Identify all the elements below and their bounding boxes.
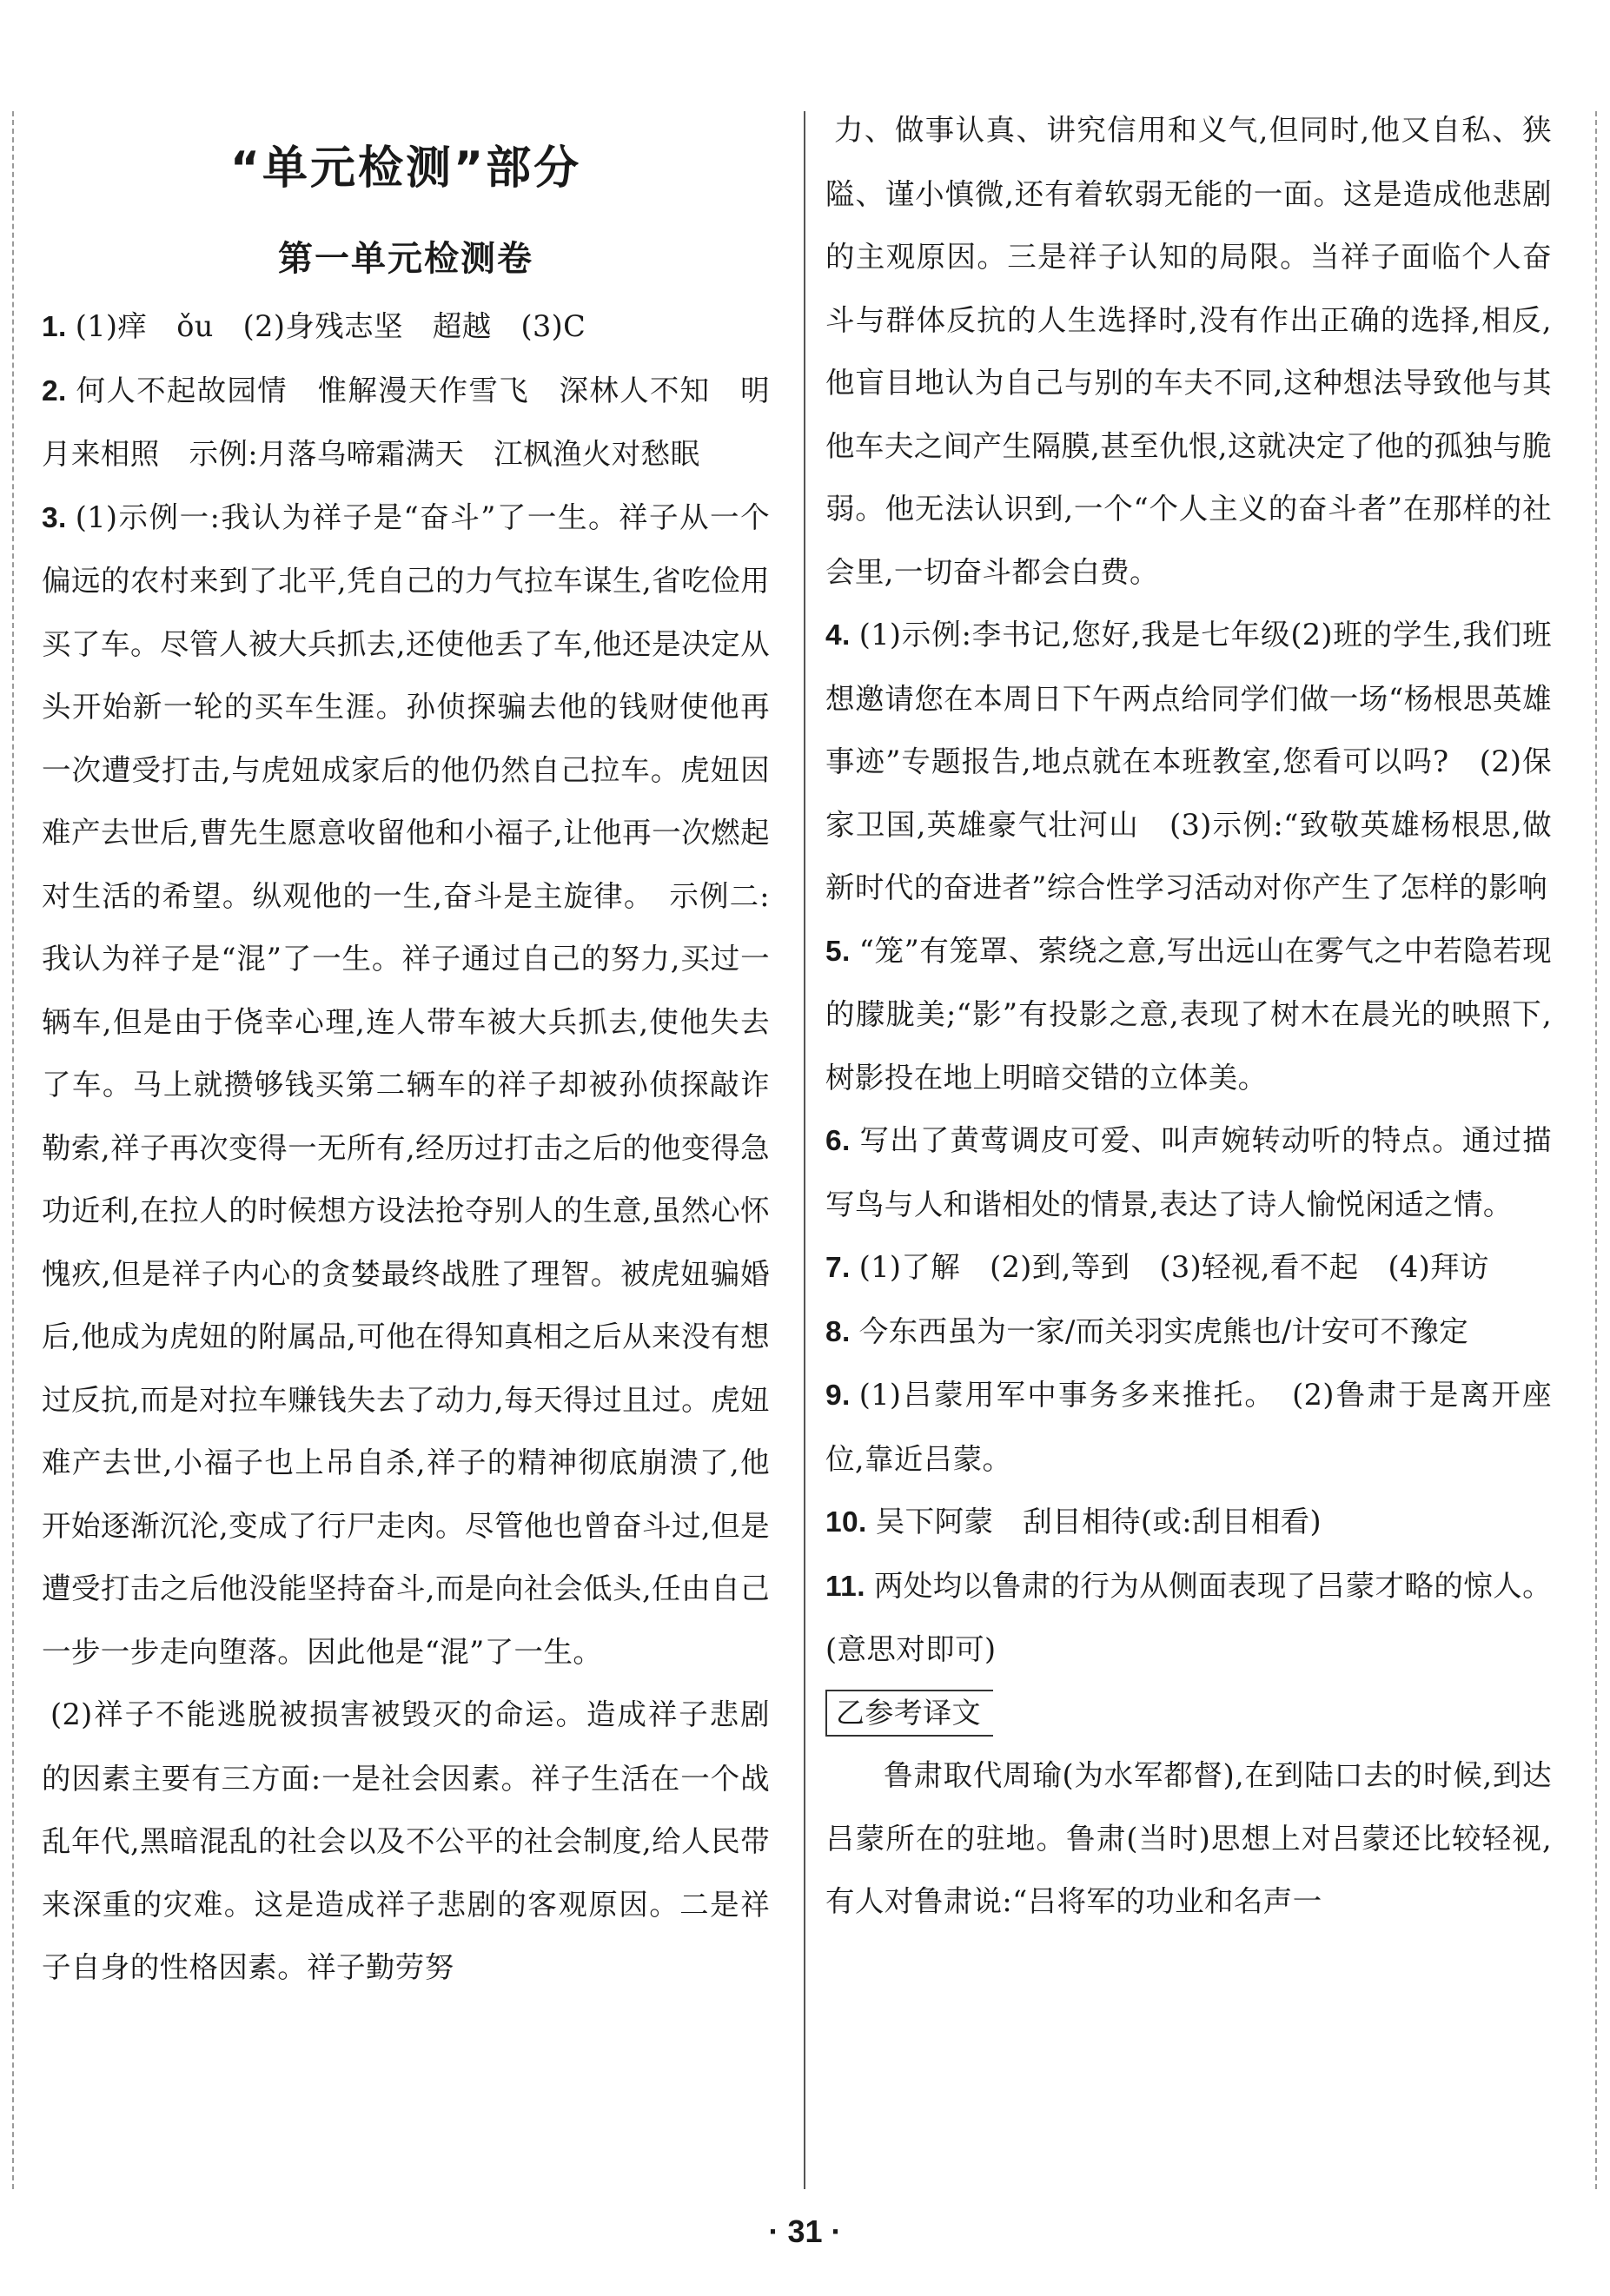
right-column: [825, 99, 1552, 1934]
answer-text: 两处均以鲁肃的行为从侧面表现了吕蒙才略的惊人。(意思对即可): [825, 1568, 1552, 1666]
answer-item: [42, 1684, 770, 2000]
answer-number: 4.: [825, 619, 851, 652]
answer-number: 9.: [825, 1380, 851, 1412]
answer-number: 1.: [42, 311, 67, 343]
answer-number: 2.: [42, 374, 67, 407]
answer-item: [42, 360, 770, 486]
answer-number: 5.: [825, 935, 851, 968]
answer-number: 6.: [825, 1125, 851, 1157]
part-title: “单元检测”部分: [229, 142, 582, 195]
answer-text: (1)示例一:我认为祥子是“奋斗”了一生。祥子从一个偏远的农村来到了北平,凭自己的力气拉车谋生,省吃俭用买了车。尽管人被大兵抓去,还使他丢了车,他还是决定从头开始新一轮的买车生涯。孙侦探骗去他的钱财使他再一次遭受打击,与虎妞成家后的他仍然自己拉车。虎妞因难产去世后,曹先生愿意收留他和小福子,让他再一次燃起对生活的希望。纵观他的一生,奋斗是主旋律。 示例二:我认为祥子是“混”了一生。祥子通过自己的努力,买过一辆车,但是由于侥幸心理,连人带车被大兵抓去,使他失去了车。马上就攒够钱买第二辆车的祥子却被孙侦探敲诈勒索,祥子再次变得一无所有,经历过打击之后的他变得急功近利,在拉人的时候想方设法抢夺别人的生意,虽然心怀愧疚,但是祥子内心的贪婪最终战胜了理智。被虎妞骗婚后,他成为虎妞的附属品,可他在得知真相之后从来没有想过反抗,而是对拉车赚钱失去了动力,每天得过且过。虎妞难产去世,小福子也上吊自杀,祥子的精神彻底崩溃了,他开始逐渐沉沦,变成了行尸走肉。尽管他也曾奋斗过,但是遭受打击之后他没能坚持奋斗,而是向社会低头,任由自己一步一步走向堕落。因此他是“混”了一生。: [42, 500, 770, 1669]
answer-item: [825, 1555, 1552, 1682]
answer-number: 3.: [42, 501, 67, 534]
answer-item: [825, 1109, 1552, 1236]
answer-number: 11.: [825, 1570, 865, 1603]
right-dashed-margin-line: [1595, 111, 1597, 2189]
answer-text: 吴下阿蒙 刮目相待(或:刮目相看): [875, 1505, 1322, 1538]
left-column: [42, 111, 770, 2000]
answer-item: [825, 920, 1552, 1110]
answer-text: (2)祥子不能逃脱被损害被毁灭的命运。造成祥子悲剧的因素主要有三方面:一是社会因素。祥子生活在一个战乱年代,黑暗混乱的社会以及不公平的社会制度,给人民带来深重的灾难。这是造成祥子悲剧的客观原因。二是祥子自身的性格因素。祥子勤劳努: [42, 1697, 770, 1984]
answer-text: 力、做事认真、讲究信用和义气,但同时,他又自私、狭隘、谨小慎微,还有着软弱无能的一面。这是造成他悲剧的主观原因。三是祥子认知的局限。当祥子面临个人奋斗与群体反抗的人生选择时,没有作出正确的选择,相反,他盲目地认为自己与别的车夫不同,这种想法导致他与其他车夫之间产生隔膜,甚至仇恨,这就决定了他的孤独与脆弱。他无法认识到,一个“个人主义的奋斗者”在那样的社会里,一切奋斗都会白费。: [825, 113, 1552, 589]
answer-text: 写出了黄莺调皮可爱、叫声婉转动听的特点。通过描写鸟与人和谐相处的情景,表达了诗人愉悦闲适之情。: [825, 1123, 1552, 1221]
answer-item: [825, 99, 1552, 604]
reference-translation-text: 鲁肃取代周瑜(为水军都督),在到陆口去的时候,到达吕蒙所在的驻地。鲁肃(当时)思想上对吕蒙还比较轻视,有人对鲁肃说:“吕将军的功业和名声一: [825, 1758, 1552, 1918]
answer-text: 何人不起故园情 惟解漫天作雪飞 深林人不知 明月来相照 示例:月落乌啼霜满天 江枫渔火对愁眠: [42, 373, 770, 471]
answer-text: 今东西虽为一家/而关羽实虎熊也/计安可不豫定: [858, 1313, 1469, 1348]
reference-translation-title: 乙参考译文: [825, 1690, 993, 1737]
reference-translation-heading: [825, 1682, 1552, 1745]
answer-item: [825, 1364, 1552, 1491]
column-divider: [804, 111, 805, 2189]
answer-item: [825, 604, 1552, 920]
answer-item: [42, 295, 770, 360]
answer-text: (1)了解 (2)到,等到 (3)轻视,看不起 (4)拜访: [858, 1250, 1489, 1284]
answer-item: [825, 1236, 1552, 1300]
answer-text: (1)痒 ǒu (2)身残志坚 超越 (3)C: [75, 309, 586, 343]
answer-number: 7.: [825, 1252, 851, 1284]
answer-item: [42, 486, 770, 1684]
answer-item: [825, 1491, 1552, 1555]
answer-number: 10.: [825, 1506, 867, 1538]
answer-text: (1)示例:李书记,您好,我是七年级(2)班的学生,我们班想邀请您在本周日下午两点给同学们做一场“杨根思英雄事迹”专题报告,地点就在本班教室,您看可以吗? (2)保家卫国,英雄豪气壮河山 (3)示例:“致敬英雄杨根思,做新时代的奋进者”综合性学习活动对你产生了怎样的影响: [825, 618, 1552, 904]
answer-text: (1)吕蒙用军中事务多来推托。 (2)鲁肃于是离开座位,靠近吕蒙。: [825, 1378, 1552, 1476]
left-dashed-margin-line: [12, 111, 14, 2189]
answer-text: “笼”有笼罩、萦绕之意,写出远山在雾气之中若隐若现的朦胧美;“影”有投影之意,表现了树木在晨光的映照下,树影投在地上明暗交错的立体美。: [825, 933, 1552, 1095]
answer-number: 8.: [825, 1315, 851, 1348]
answer-item: [825, 1300, 1552, 1365]
page-number: · 31 ·: [768, 2213, 842, 2249]
section-title: 第一单元检测卷: [278, 239, 533, 279]
